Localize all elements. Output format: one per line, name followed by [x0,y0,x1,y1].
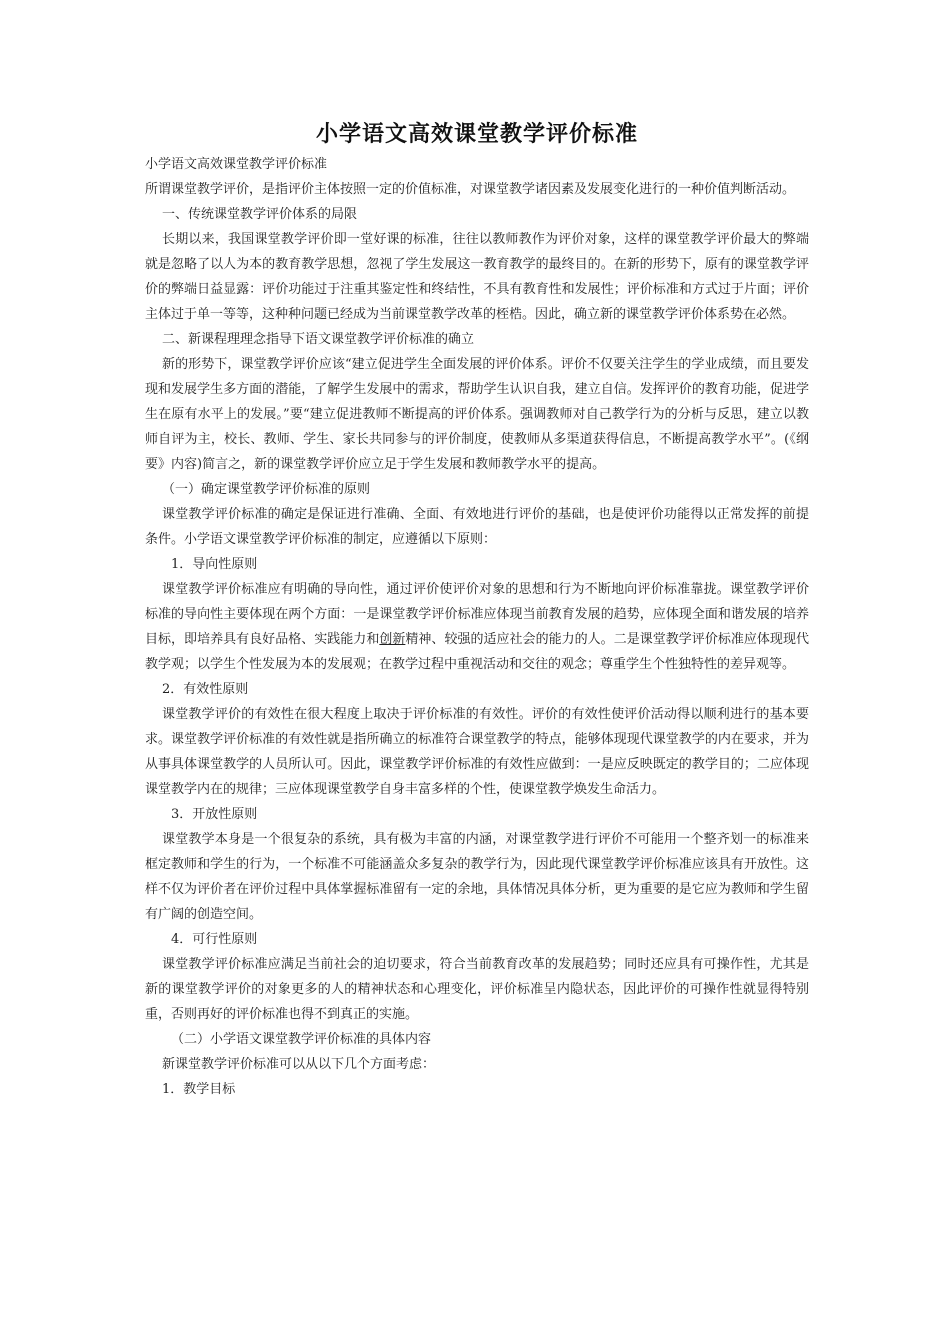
section1-heading: 一、传统课堂教学评价体系的局限 [162,207,358,222]
section2-body: 新的形势下，课堂教学评价应该“建立促进学生全面发展的评价体系。评价不仅要关注学生的学业成绩，而且要发现和发展学生多方面的潜能，了解学生发展中的需求，帮助学生认识自我，建立自信。发挥评价的教育功能，促进学生在原有水平上的发展。”要“建立促进教师不断提高的评价体系。强调教师对自己教学行为的分析与反思，建立以教师自评为主，校长、教师、学生、家长共同参与的评价制度，使教师从多渠道获得信息，不断提高教学水平”。(《纲要》内容)简言之，新的课堂教学评价应立足于学生发展和教师教学水平的提高。 [145,357,809,472]
principle4-body: 课堂教学评价标准应满足当前社会的迫切要求，符合当前教育改革的发展趋势；同时还应具有可操作性，尤其是新的课堂教学评价的对象更多的人的精神状态和心理变化，评价标准呈内隐状态，因此评价的可操作性就显得特别重，否则再好的评价标准也得不到真正的实施。 [145,957,809,1022]
section2-heading: 二、新课程理理念指导下语文课堂教学评价标准的确立 [162,332,475,347]
principle3-heading: 3．开放性原则 [171,807,258,822]
subsection2-heading: （二）小学语文课堂教学评价标准的具体内容 [171,1032,432,1047]
section1-body: 长期以来，我国课堂教学评价即一堂好课的标准，往往以教师教作为评价对象，这样的课堂教学评价最大的弊端就是忽略了以人为本的教育教学思想，忽视了学生发展这一教育教学的最终目的。在新的形势下，原有的课堂教学评价的弊端日益显露：评价功能过于注重其鉴定性和终结性，不具有教育性和发展性；评价标准和方式过于片面；评价主体过于单一等等，这种种问题已经成为当前课堂教学改革的桎梏。因此，确立新的课堂教学评价体系势在必然。 [145,232,809,322]
item1-heading: 1．教学目标 [162,1082,236,1097]
principle1-body-b: 精神、较强的适应社会的能力的人。二是课堂教学评价标准应体现现代教学观；以学生个性发展为本的发展观；在教学过程中重视活动和交往的观念；尊重学生个性独特性的差异观等。 [145,632,809,672]
subsection2-body: 新课堂教学评价标准可以从以下几个方面考虑： [162,1057,436,1072]
principle2-heading: 2．有效性原则 [162,682,249,697]
intro-paragraph: 所谓课堂教学评价，是指评价主体按照一定的价值标准，对课堂教学诸因素及发展变化进行的一种价值判断活动。 [145,182,796,197]
principle4-heading: 4．可行性原则 [171,932,258,947]
document-subtitle: 小学语文高效课堂教学评价标准 [145,157,328,172]
principle1-body-a: 课堂教学评价标准应有明确的导向性，通过评价使评价对象的思想和行为不断地向评价标准靠拢。课堂教学评价标准的导向性主要体现在两个方面：一是课堂教学评价标准应体现当前教育发展的趋势，应体现全面和谐发展的培养目标，即培养具有良好品格、实践能力和 [145,582,809,647]
principle3-body: 课堂教学本身是一个很复杂的系统，具有极为丰富的内涵，对课堂教学进行评价不可能用一个整齐划一的标准来框定教师和学生的行为，一个标准不可能涵盖众多复杂的教学行为，因此现代课堂教学评价标准应该具有开放性。这样不仅为评价者在评价过程中具体掌握标准留有一定的余地，具体情况具体分析，更为重要的是它应为教师和学生留有广阔的创造空间。 [145,832,809,922]
document-page [145,118,809,1102]
principle1-heading: 1．导向性原则 [171,557,258,572]
principle2-body: 课堂教学评价的有效性在很大程度上取决于评价标准的有效性。评价的有效性使评价活动得以顺利进行的基本要求。课堂教学评价标准的有效性就是指所确立的标准符合课堂教学的特点，能够体现现代课堂教学的内在要求，并为从事具体课堂教学的人员所认可。因此，课堂教学评价标准的有效性应做到：一是应反映既定的教学目的；二应体现课堂教学内在的规律；三应体现课堂教学自身丰富多样的个性，使课堂教学焕发生命活力。 [145,707,809,797]
subsection1-heading: （一）确定课堂教学评价标准的原则 [162,482,371,497]
subsection1-body: 课堂教学评价标准的确定是保证进行准确、全面、有效地进行评价的基础，也是使评价功能得以正常发挥的前提条件。小学语文课堂教学评价标准的制定，应遵循以下原则： [145,507,809,547]
principle1-body [145,577,809,677]
innovation-link[interactable]: 创新 [379,632,406,647]
document-title: 小学语文高效课堂教学评价标准 [315,122,638,147]
